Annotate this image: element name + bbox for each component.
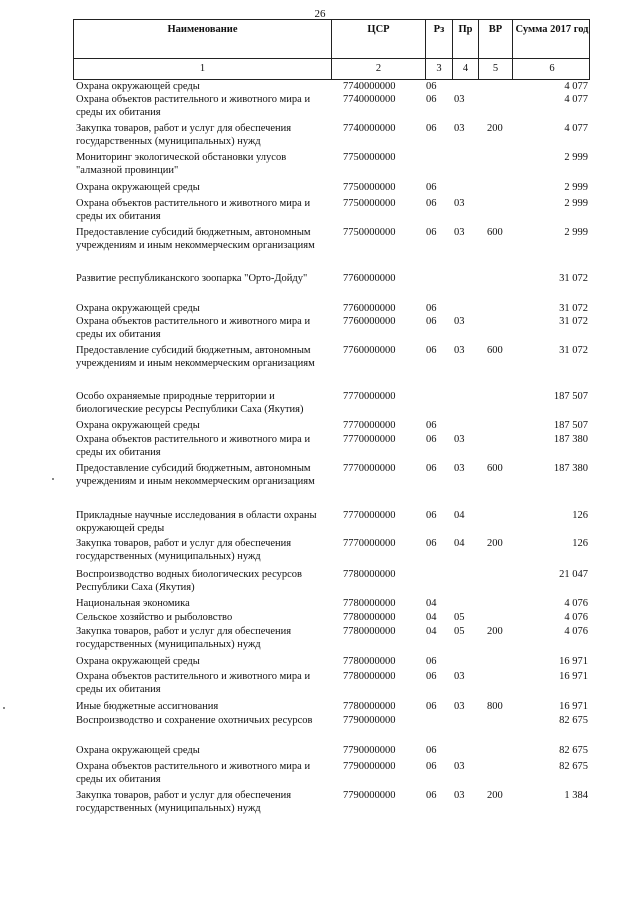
row-csr: 7760000000 bbox=[343, 273, 396, 284]
row-sum: 1 384 bbox=[564, 790, 588, 801]
row-rz: 06 bbox=[426, 227, 437, 238]
row-vr: 200 bbox=[487, 123, 503, 134]
row-rz: 06 bbox=[426, 745, 437, 756]
row-csr: 7770000000 bbox=[343, 538, 396, 549]
row-sum: 4 076 bbox=[564, 612, 588, 623]
page-number: 26 bbox=[314, 8, 326, 20]
row-sum: 2 999 bbox=[564, 182, 588, 193]
row-name: Закупка товаров, работ и услуг для обеспечения государственных (муниципальных) нужд bbox=[76, 626, 292, 650]
header-pr: Пр bbox=[452, 20, 478, 58]
row-name: Предоставление субсидий бюджетным, автономным учреждениям и иным некоммерческим организациям bbox=[76, 345, 315, 369]
row-csr: 7770000000 bbox=[343, 434, 396, 445]
row-sum: 31 072 bbox=[559, 316, 588, 327]
row-csr: 7750000000 bbox=[343, 227, 396, 238]
row-sum: 187 507 bbox=[553, 420, 588, 431]
row-name: Иные бюджетные ассигнования bbox=[76, 701, 219, 712]
row-csr: 7760000000 bbox=[343, 316, 396, 327]
row-name: Охрана объектов растительного и животного мира и среды их обитания bbox=[76, 761, 311, 785]
row-sum: 21 047 bbox=[559, 569, 588, 580]
row-csr: 7780000000 bbox=[343, 569, 396, 580]
row-name: Закупка товаров, работ и услуг для обеспечения государственных (муниципальных) нужд bbox=[76, 538, 292, 562]
header-rz: Рз bbox=[425, 20, 452, 58]
row-sum: 2 999 bbox=[564, 227, 588, 238]
row-pr: 05 bbox=[454, 612, 465, 623]
row-name: Охрана окружающей среды bbox=[76, 656, 200, 667]
row-sum: 2 999 bbox=[564, 198, 588, 209]
row-rz: 06 bbox=[426, 94, 437, 105]
row-csr: 7740000000 bbox=[343, 81, 396, 92]
row-csr: 7770000000 bbox=[343, 420, 396, 431]
row-sum: 2 999 bbox=[564, 152, 588, 163]
row-rz: 06 bbox=[426, 701, 437, 712]
row-sum: 4 077 bbox=[564, 123, 588, 134]
row-sum: 187 507 bbox=[553, 391, 588, 402]
row-vr: 600 bbox=[487, 463, 503, 474]
row-vr: 200 bbox=[487, 538, 503, 549]
column-number: 5 bbox=[478, 59, 512, 79]
row-pr: 03 bbox=[454, 761, 465, 772]
row-csr: 7770000000 bbox=[343, 463, 396, 474]
header-vr: ВР bbox=[478, 20, 512, 58]
row-csr: 7790000000 bbox=[343, 745, 396, 756]
row-sum: 4 077 bbox=[564, 94, 588, 105]
row-sum: 31 072 bbox=[559, 273, 588, 284]
row-rz: 04 bbox=[426, 598, 437, 609]
row-rz: 06 bbox=[426, 538, 437, 549]
row-pr: 03 bbox=[454, 701, 465, 712]
row-sum: 4 077 bbox=[564, 81, 588, 92]
row-rz: 06 bbox=[426, 198, 437, 209]
row-name: Предоставление субсидий бюджетным, автономным учреждениям и иным некоммерческим организациям bbox=[76, 227, 315, 251]
row-rz: 04 bbox=[426, 626, 437, 637]
row-csr: 7790000000 bbox=[343, 761, 396, 772]
row-pr: 05 bbox=[454, 626, 465, 637]
scan-mark bbox=[52, 478, 54, 480]
row-name: Национальная экономика bbox=[76, 598, 190, 609]
row-csr: 7780000000 bbox=[343, 598, 396, 609]
row-sum: 82 675 bbox=[559, 715, 588, 726]
row-name: Охрана окружающей среды bbox=[76, 182, 200, 193]
row-csr: 7780000000 bbox=[343, 656, 396, 667]
row-sum: 82 675 bbox=[559, 761, 588, 772]
row-rz: 06 bbox=[426, 303, 437, 314]
row-name: Охрана объектов растительного и животного мира и среды их обитания bbox=[76, 316, 311, 340]
row-sum: 4 076 bbox=[564, 626, 588, 637]
row-name: Предоставление субсидий бюджетным, автономным учреждениям и иным некоммерческим организациям bbox=[76, 463, 315, 487]
header-csr: ЦСР bbox=[331, 20, 425, 58]
row-pr: 03 bbox=[454, 198, 465, 209]
row-vr: 800 bbox=[487, 701, 503, 712]
row-name: Охрана окружающей среды bbox=[76, 745, 200, 756]
row-vr: 600 bbox=[487, 345, 503, 356]
row-name: Сельское хозяйство и рыболовство bbox=[76, 612, 233, 623]
row-name: Воспроизводство водных биологических ресурсов Республики Саха (Якутия) bbox=[76, 569, 302, 593]
row-csr: 7790000000 bbox=[343, 790, 396, 801]
row-csr: 7780000000 bbox=[343, 671, 396, 682]
row-csr: 7760000000 bbox=[343, 345, 396, 356]
row-sum: 4 076 bbox=[564, 598, 588, 609]
row-sum: 126 bbox=[572, 510, 588, 521]
row-sum: 126 bbox=[572, 538, 588, 549]
row-pr: 03 bbox=[454, 227, 465, 238]
row-name: Прикладные научные исследования в области охраны окружающей среды bbox=[76, 510, 317, 534]
row-name: Закупка товаров, работ и услуг для обеспечения государственных (муниципальных) нужд bbox=[76, 790, 292, 814]
row-name: Особо охраняемые природные территории и биологические ресурсы Республики Саха (Якутия) bbox=[76, 391, 304, 415]
row-vr: 200 bbox=[487, 626, 503, 637]
row-name: Закупка товаров, работ и услуг для обеспечения государственных (муниципальных) нужд bbox=[76, 123, 292, 147]
row-pr: 03 bbox=[454, 671, 465, 682]
row-csr: 7780000000 bbox=[343, 626, 396, 637]
row-pr: 03 bbox=[454, 345, 465, 356]
row-rz: 06 bbox=[426, 761, 437, 772]
row-rz: 06 bbox=[426, 81, 437, 92]
row-csr: 7740000000 bbox=[343, 123, 396, 134]
row-csr: 7780000000 bbox=[343, 612, 396, 623]
row-name: Охрана объектов растительного и животного мира и среды их обитания bbox=[76, 671, 311, 695]
header-sum: Сумма 2017 год bbox=[512, 20, 591, 58]
row-rz: 06 bbox=[426, 510, 437, 521]
row-name: Охрана окружающей среды bbox=[76, 420, 200, 431]
row-vr: 200 bbox=[487, 790, 503, 801]
row-csr: 7740000000 bbox=[343, 94, 396, 105]
row-rz: 06 bbox=[426, 316, 437, 327]
row-rz: 06 bbox=[426, 123, 437, 134]
row-rz: 06 bbox=[426, 656, 437, 667]
row-vr: 600 bbox=[487, 227, 503, 238]
row-pr: 04 bbox=[454, 510, 465, 521]
row-pr: 03 bbox=[454, 94, 465, 105]
row-rz: 06 bbox=[426, 345, 437, 356]
row-name: Охрана объектов растительного и животного мира и среды их обитания bbox=[76, 94, 311, 118]
row-sum: 187 380 bbox=[553, 463, 588, 474]
row-sum: 16 971 bbox=[559, 671, 588, 682]
row-pr: 03 bbox=[454, 316, 465, 327]
column-number-row bbox=[73, 59, 590, 80]
row-rz: 04 bbox=[426, 612, 437, 623]
column-number: 4 bbox=[452, 59, 478, 79]
row-csr: 7780000000 bbox=[343, 701, 396, 712]
row-csr: 7790000000 bbox=[343, 715, 396, 726]
row-csr: 7770000000 bbox=[343, 391, 396, 402]
row-sum: 31 072 bbox=[559, 303, 588, 314]
table-header bbox=[73, 19, 590, 59]
budget-table bbox=[73, 19, 590, 814]
row-csr: 7750000000 bbox=[343, 182, 396, 193]
row-name: Охрана объектов растительного и животного мира и среды их обитания bbox=[76, 434, 311, 458]
row-rz: 06 bbox=[426, 671, 437, 682]
header-name: Наименование bbox=[167, 24, 238, 35]
row-rz: 06 bbox=[426, 790, 437, 801]
row-name: Развитие республиканского зоопарка "Орто-Дойду" bbox=[76, 273, 308, 284]
row-name: Охрана объектов растительного и животного мира и среды их обитания bbox=[76, 198, 311, 222]
row-rz: 06 bbox=[426, 463, 437, 474]
column-number: 1 bbox=[199, 63, 206, 74]
row-csr: 7750000000 bbox=[343, 152, 396, 163]
row-name: Охрана окружающей среды bbox=[76, 303, 200, 314]
row-pr: 03 bbox=[454, 434, 465, 445]
row-name: Мониторинг экологической обстановки улусов "алмазной провинции" bbox=[76, 152, 287, 176]
row-pr: 03 bbox=[454, 463, 465, 474]
row-sum: 187 380 bbox=[553, 434, 588, 445]
row-csr: 7760000000 bbox=[343, 303, 396, 314]
row-rz: 06 bbox=[426, 420, 437, 431]
scan-mark bbox=[3, 707, 5, 709]
row-pr: 04 bbox=[454, 538, 465, 549]
column-number: 2 bbox=[331, 59, 425, 79]
row-sum: 82 675 bbox=[559, 745, 588, 756]
column-number: 3 bbox=[425, 59, 452, 79]
row-name: Охрана окружающей среды bbox=[76, 81, 200, 92]
row-rz: 06 bbox=[426, 182, 437, 193]
row-name: Воспроизводство и сохранение охотничьих ресурсов bbox=[76, 715, 313, 726]
row-csr: 7770000000 bbox=[343, 510, 396, 521]
row-sum: 16 971 bbox=[559, 656, 588, 667]
row-pr: 03 bbox=[454, 790, 465, 801]
row-csr: 7750000000 bbox=[343, 198, 396, 209]
row-pr: 03 bbox=[454, 123, 465, 134]
row-rz: 06 bbox=[426, 434, 437, 445]
row-sum: 31 072 bbox=[559, 345, 588, 356]
row-sum: 16 971 bbox=[559, 701, 588, 712]
column-number: 6 bbox=[512, 59, 591, 79]
